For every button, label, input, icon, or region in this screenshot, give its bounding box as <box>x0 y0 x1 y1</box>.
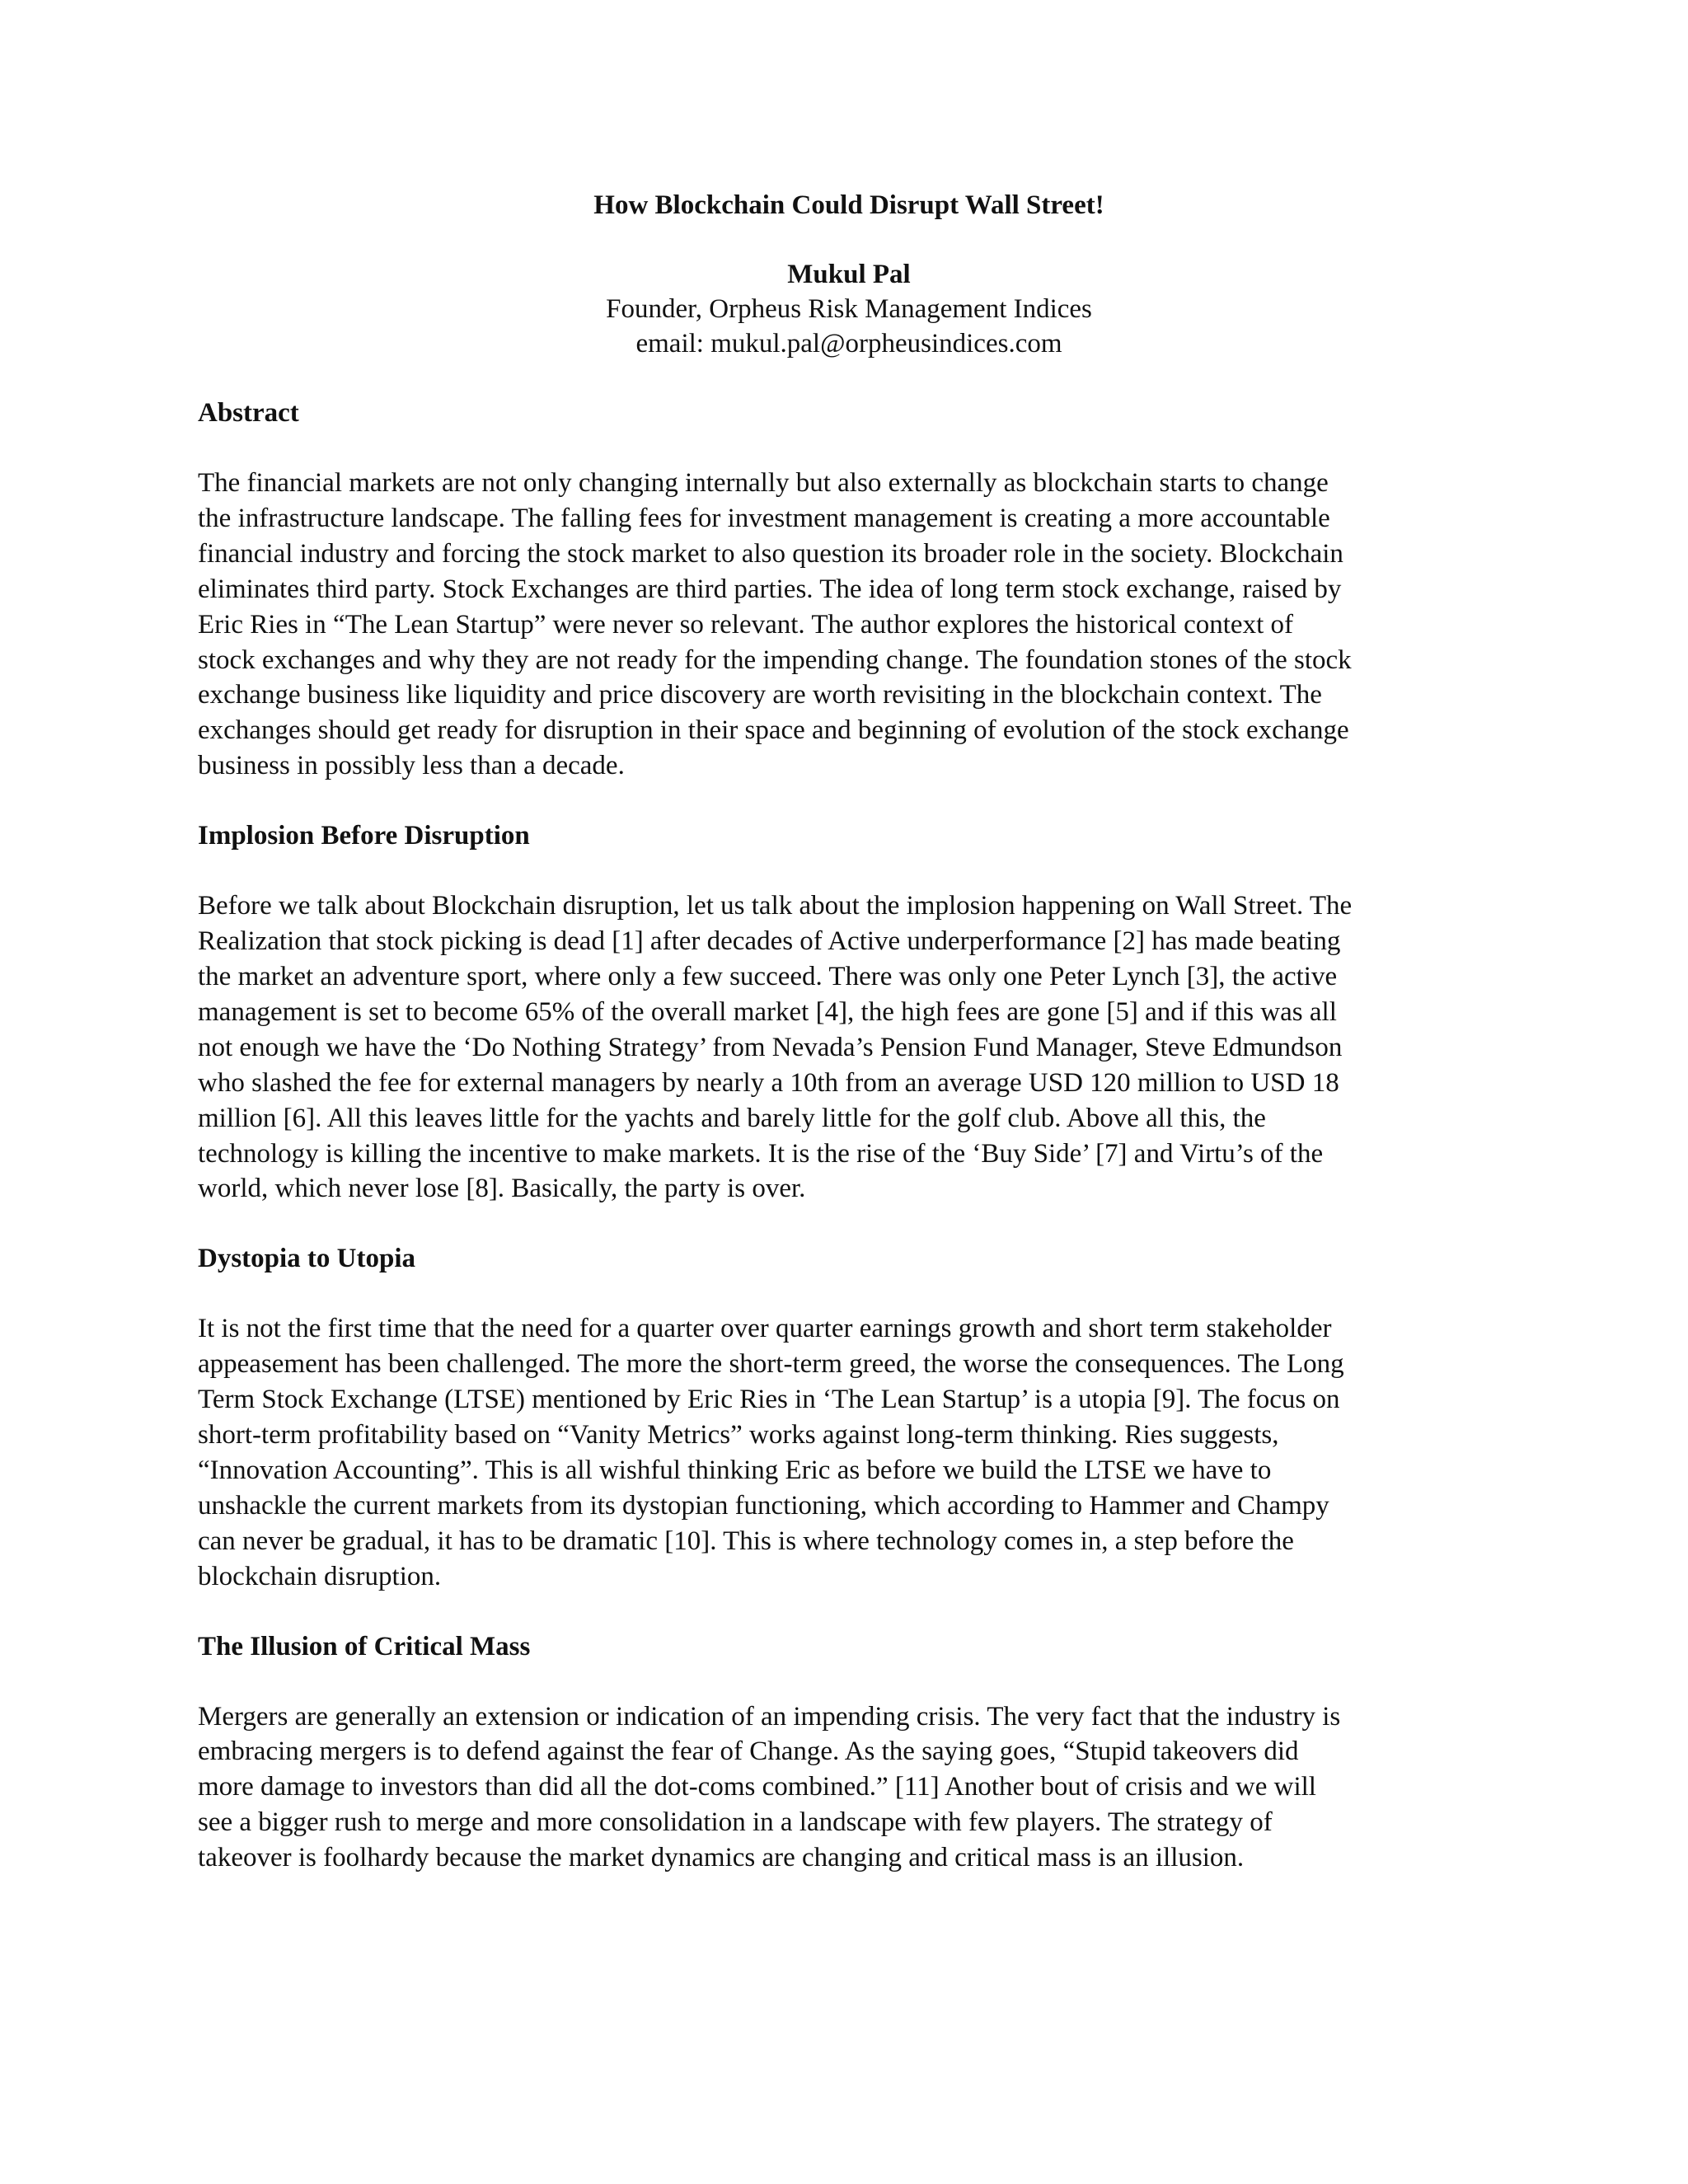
section-implosion-before-disruption <box>198 818 1500 1207</box>
section-heading: Dystopia to Utopia <box>198 1244 416 1274</box>
author-block <box>198 257 1500 361</box>
section-heading: The Illusion of Critical Mass <box>198 1631 531 1661</box>
author-name: Mukul Pal <box>787 260 911 289</box>
section-dystopia-to-utopia <box>198 1241 1500 1594</box>
section-heading: Implosion Before Disruption <box>198 821 530 851</box>
section-paragraph: Before we talk about Blockchain disruption, let us talk about the implosion happening on Wall Street. The Realization that stock picking is dead [1] after decades of Active underperformance [2] has made beating the market an adventure sport, where only a few succeed. There was only one Peter Lynch [3], the active management is set to become 65% of the overall market [4], the high fees are gone [5] and if this was all not enough we have the ‘Do Nothing Strategy’ from Nevada’s Pension Fund Manager, Steve Edmundson who slashed the fee for external managers by nearly a 10th from an average USD 120 million to USD 18 million [6]. All this leaves little for the yachts and barely little for the golf club. Above all this, the technology is killing the incentive to make markets. It is the rise of the ‘Buy Side’ [7] and Virtu’s of the world, which never lose [8]. Basically, the party is over. <box>198 891 1353 1204</box>
section-paragraph: It is not the first time that the need for a quarter over quarter earnings growth and short term stakeholder appeasement has been challenged. The more the short-term greed, the worse the consequences. The Long Term Stock Exchange (LTSE) mentioned by Eric Ries in ‘The Lean Startup’ is a utopia [9]. The focus on short-term profitability based on “Vanity Metrics” works against long-term thinking. Ries suggests, “Innovation Accounting”. This is all wishful thinking Eric as before we build the LTSE we have to unshackle the current markets from its dystopian functioning, which according to Hammer and Champy can never be gradual, it has to be dramatic [10]. This is where technology comes in, a step before the blockchain disruption. <box>198 1314 1344 1591</box>
author-email: email: mukul.pal@orpheusindices.com <box>635 329 1062 359</box>
section-paragraph: Mergers are generally an extension or indication of an impending crisis. The very fact that the industry is embracing mergers is to defend against the fear of Change. As the saying goes, “Stupid takeovers did more damage to investors than did all the dot-coms combined.” [11] Another bout of crisis and we will see a bigger rush to merge and more consolidation in a landscape with few players. The strategy of takeover is foolhardy because the market dynamics are changing and critical mass is an illusion. <box>198 1701 1341 1873</box>
author-affiliation: Founder, Orpheus Risk Management Indices <box>606 294 1092 324</box>
section-abstract <box>198 396 1500 784</box>
section-illusion-of-critical-mass <box>198 1629 1500 1877</box>
section-heading: Abstract <box>198 398 299 428</box>
document-page <box>198 188 1500 1910</box>
section-paragraph: The financial markets are not only changing internally but also externally as blockchain starts to change the infrastructure landscape. The falling fees for investment management is creating a more accountable financial industry and forcing the stock market to also question its broader role in the society. Blockchain eliminates third party. Stock Exchanges are third parties. The idea of long term stock exchange, raised by Eric Ries in “The Lean Startup” were never so relevant. The author explores the historical context of stock exchanges and why they are not ready for the impending change. The foundation stones of the stock exchange business like liquidity and price discovery are worth revisiting in the blockchain context. The exchanges should get ready for disruption in their space and beginning of evolution of the stock exchange business in possibly less than a decade. <box>198 468 1352 781</box>
paper-title: How Blockchain Could Disrupt Wall Street! <box>593 190 1104 220</box>
